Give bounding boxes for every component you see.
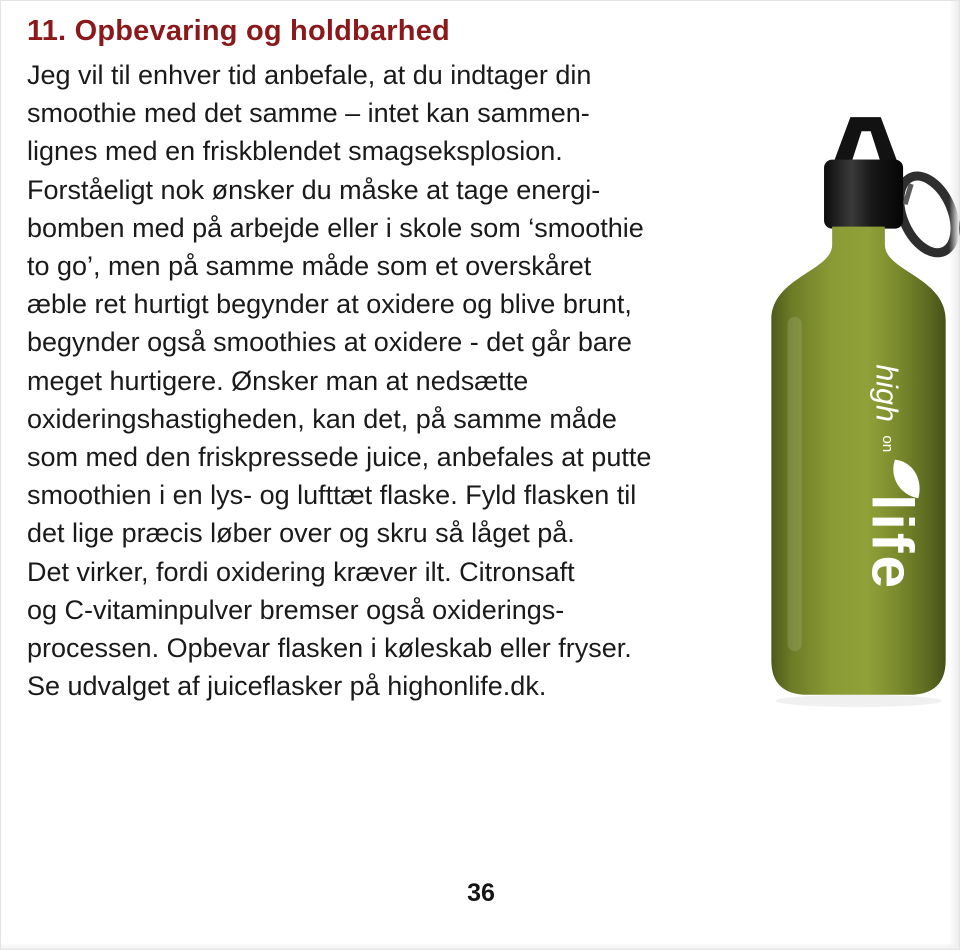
bottle-cap <box>824 160 903 229</box>
text-line: smoothie med det samme – intet kan sammen- <box>27 98 590 129</box>
text-line: processen. Opbevar flasken i køleskab eller fryser. <box>27 633 632 664</box>
water-bottle-photo <box>756 109 960 709</box>
text-line: som med den friskpressede juice, anbefales at putte <box>27 442 652 473</box>
brand-word-life: life <box>859 494 925 592</box>
text-line: Se udvalget af juiceflasker på highonlife.dk. <box>27 671 547 702</box>
text-line: begynder også smoothies at oxidere - det går bare <box>27 327 632 358</box>
text-line: meget hurtigere. Ønsker man at nedsætte <box>27 365 529 396</box>
brand-word-high: high <box>869 364 904 422</box>
text-line: to go’, men på samme måde som et overskåret <box>27 251 592 282</box>
text-line: det lige præcis løber over og skru så låget på. <box>27 518 575 549</box>
brand-word-on: on <box>878 435 896 453</box>
text-line: og C-vitaminpulver bremser også oxiderings- <box>27 594 565 625</box>
bottle-shadow <box>775 695 941 707</box>
text-line: Forståeligt nok ønsker du måske at tage energi- <box>27 174 601 205</box>
text-line: oxideringshastigheden, kan det, på samme måde <box>27 403 617 434</box>
section-heading: 11. Opbevaring og holdbarhed <box>27 15 450 47</box>
bottle-highlight <box>788 317 802 651</box>
text-line: bomben med på arbejde eller i skole som ‘smoothie <box>27 212 644 243</box>
body-paragraph <box>27 56 739 705</box>
text-column <box>27 13 739 705</box>
page-number: 36 <box>467 879 495 907</box>
scan-edge-artifact <box>1 943 959 949</box>
text-line: lignes med en friskblendet smagseksplosion. <box>27 136 563 167</box>
text-line: Jeg vil til enhver tid anbefale, at du indtager din <box>27 60 592 90</box>
text-line: Det virker, fordi oxidering kræver ilt. Citronsaft <box>27 556 575 587</box>
text-line: smoothien i en lys- og lufttæt flaske. Fyld flasken til <box>27 480 637 511</box>
text-line: æble ret hurtigt begynder at oxidere og blive brunt, <box>27 289 632 320</box>
bottle-illustration <box>756 109 960 709</box>
